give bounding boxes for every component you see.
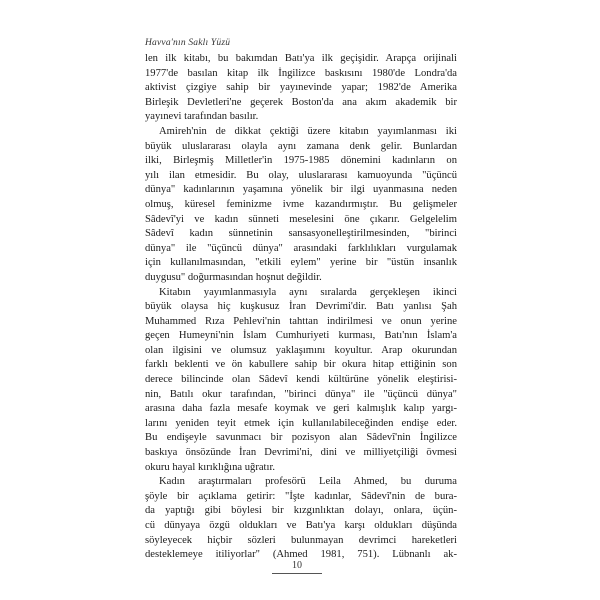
paragraph — [145, 125, 457, 286]
text-line: aktivist çizgiye sahip bir yayınevinde yapar; 1982'de Amerika — [145, 82, 457, 94]
paragraph — [145, 286, 457, 476]
text-line: yılı ilan etmesidir. Bu olay, uluslararası kamuoyunda "üçüncü — [145, 169, 457, 181]
text-line: büyük olaysa hiç kuşkusuz İran Devrimi'dir. Batı yanlısı Şah — [145, 301, 457, 313]
body-text — [145, 52, 457, 563]
text-line: büyük uluslararası olayla aynı zamana denk gelir. Bunlardan — [145, 140, 457, 152]
text-line: baskıya önsözünde İran Devrimi'ni, dini ve milliyetçiliği övmesi — [145, 447, 457, 459]
text-line: nin, Batılı okur tarafından, "birinci dünya" ile "üçüncü dünya" — [145, 388, 457, 400]
text-line: olan ilgisini ve olumsuz yaklaşımını koyultur. Arap okurundan — [145, 344, 457, 356]
text-line: geçen Humeyni'nin İslam Cumhuriyeti kurması, Batı'nın İslam'a — [145, 330, 457, 342]
text-line: derece bilincinde olan Sâdevî kendi kültürüne yönelik eleştirisi- — [145, 374, 457, 386]
text-line: da yaptığı gibi böylesi bir kızgınlıktan dolayı, onlara, üçün- — [145, 505, 457, 517]
page-number-rule — [272, 573, 322, 574]
text-line: desteklemeye itiliyorlar" (Ahmed 1981, 751). Lübnanlı ak- — [145, 549, 457, 561]
text-line: Kadın araştırmaları profesörü Leila Ahmed, bu duruma — [159, 476, 457, 488]
text-line: Kitabın yayımlanmasıyla aynı sıralarda gerçekleşen ikinci — [159, 286, 457, 298]
text-line: ilki, Birleşmiş Milletler'in 1975-1985 dönemini kadınların on — [145, 155, 457, 167]
text-line: Sâdevî kadın sünnetinin sansasyonelleştirilmesinden, "birinci — [145, 228, 457, 240]
text-line: Amireh'nin de dikkat çektiği üzere kitabın yayımlanması iki — [159, 125, 457, 137]
page-number: 10 — [292, 560, 302, 571]
text-line: len ilk kitabı, bu bakımdan Batı'ya ilk geçişidir. Arapça orijinali — [145, 53, 457, 64]
text-line: cü dünyaya özgü oldukları ve Batı'ya karşı oldukları düşünda — [145, 520, 457, 531]
text-line: arasına daha fazla mesafe koymak ve geri kalmışlık kalıp yargı- — [145, 403, 457, 415]
text-line: söyleyecek hiçbir sözleri bulunmayan devrimci hareketleri — [145, 534, 457, 546]
text-line: için kullanılmasından, "etkili eylem" yerine bir "üstün insanlık — [145, 257, 457, 269]
text-line: Bu endişeyle savunmacı bir pozisyon alan Sâdevî'nin İngilizce — [145, 432, 457, 444]
text-line: dünya" kadınlarının yaşamına yönelik bir ilgi uyanmasına neden — [145, 184, 457, 196]
text-line: Sâdevî'yi ve kadın sünneti meselesini öne çıkarır. Gelgelelim — [145, 213, 457, 225]
text-line: duygusu" doğurmasından hoşnut değildir. — [145, 271, 322, 283]
paragraph — [145, 52, 457, 125]
text-line: dünya" ile "üçüncü dünya" arasındaki farklılıkları vurgulamak — [145, 242, 457, 254]
running-head: Havva'nın Saklı Yüzü — [145, 38, 231, 48]
text-line: larını yeniden teyit etmek için kullanılabileceğinden endişe eder. — [145, 417, 457, 429]
paragraph — [145, 475, 457, 563]
text-line: farklı beklenti ve ön kabullere sahip bir okura hitap ettiğinin son — [145, 359, 457, 371]
text-line: Muhammed Rıza Pehlevi'nin tahttan indirilmesi ve onun yerine — [145, 315, 457, 327]
text-line: okuru hayal kırıklığına uğratır. — [145, 461, 276, 473]
text-line: yayınevi tarafından basılır. — [145, 111, 259, 123]
text-line: şöyle bir açıklama getirir: "İşte kadınlar, Sâdevî'nin de bura- — [145, 490, 457, 502]
text-line: Birleşik Devletleri'ne geçerek Boston'da ana akım akademik bir — [145, 96, 457, 108]
text-line: 1977'de basılan kitap ilk İngilizce baskısını 1980'de Londra'da — [145, 67, 457, 79]
text-line: olmuş, küresel feminizme ivme kazandırmıştır. Bu gelişmeler — [145, 198, 457, 210]
